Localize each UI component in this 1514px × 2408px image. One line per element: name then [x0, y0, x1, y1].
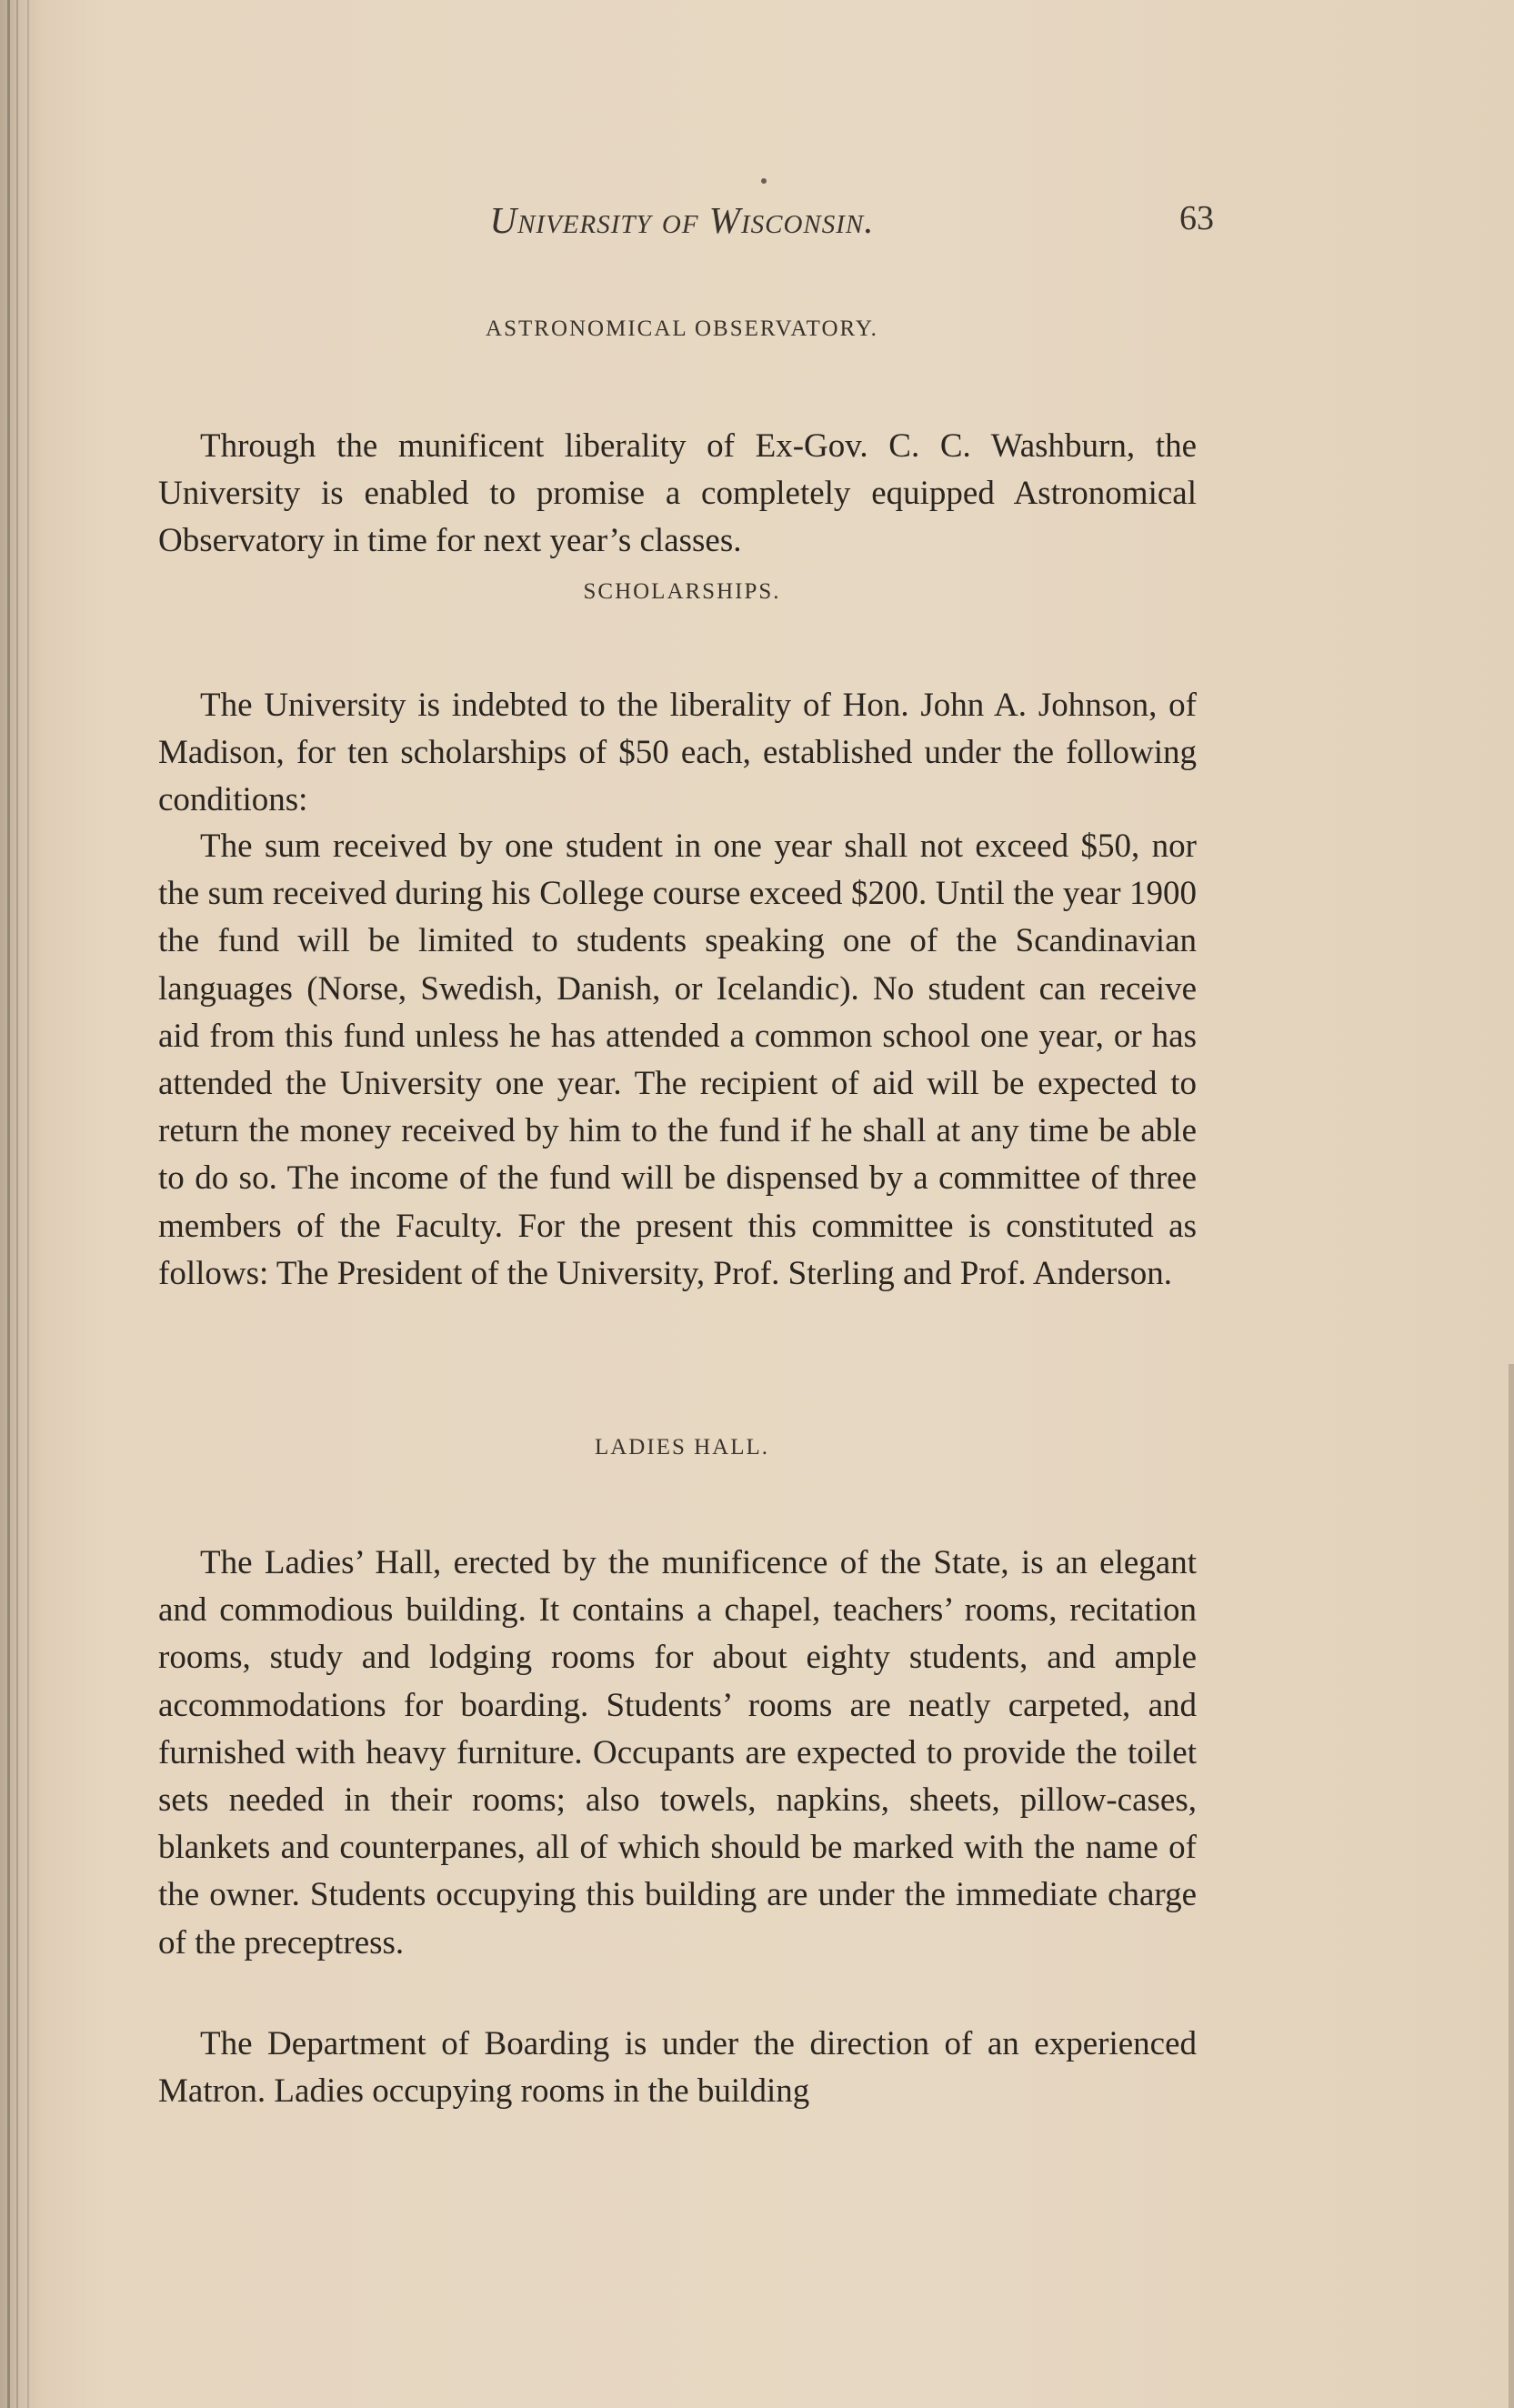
paragraph: The sum received by one student in one year shall not exceed $50, nor the sum received during his College course exceed $200. Until the year 1900 the fund will be limited to students speaking one of the Scandinavian languages (Norse, Swedish, Danish, or Icelandic). No student can receive aid from this fund unless he has attended a common school one year, or has attended the University one year. The recipient of aid will be expected to return the money received by him to the fund if he shall at any time be able to do so. The income of the fund will be dispensed by a committee of three members of the Faculty. For the present this committee is constituted as follows: The President of the University, Prof. Sterling and Prof. Anderson. — [158, 828, 1197, 1292]
running-head — [155, 198, 1214, 253]
paragraph: The Department of Boarding is under the direction of an experienced Matron. Ladies occupying rooms in the building — [158, 2025, 1197, 2111]
binding-edge — [27, 0, 29, 2408]
paragraph: The Ladies’ Hall, erected by the munificence of the State, is an elegant and commodious building. It contains a chapel, teachers’ rooms, recitation rooms, study and lodging rooms for about eighty students, and ample accommodations for boarding. Students’ rooms are neatly carpeted, and furnished with heavy furniture. Occupants are expected to provide the toilet sets needed in their rooms; also towels, napkins, sheets, pillow-cases, blankets and counterpanes, all of which should be marked with the name of the owner. Students occupying this building are under the immediate charge of the preceptress. — [158, 1544, 1197, 1962]
running-title: University of Wisconsin. — [489, 199, 875, 241]
paragraph: The University is indebted to the liberality of Hon. John A. Johnson, of Madison, for ten scholarships of $50 each, established under the following conditions: — [158, 687, 1197, 819]
section-heading-scholarships: SCHOLARSHIPS. — [583, 579, 781, 604]
section-heading-ladies-hall: LADIES HALL. — [594, 1435, 770, 1460]
binding-edge — [16, 0, 18, 2408]
binding-edge — [7, 0, 10, 2408]
printer-dot — [761, 178, 767, 184]
paragraph: Through the munificent liberality of Ex-Gov. C. C. Washburn, the University is enabled to promise a completely equipped Astronomical Observatory in time for next year’s classes. — [158, 427, 1197, 560]
section-heading-observatory: ASTRONOMICAL OBSERVATORY. — [486, 316, 878, 341]
page-number: 63 — [1179, 199, 1214, 237]
page-edge-shadow — [1509, 1364, 1514, 2408]
